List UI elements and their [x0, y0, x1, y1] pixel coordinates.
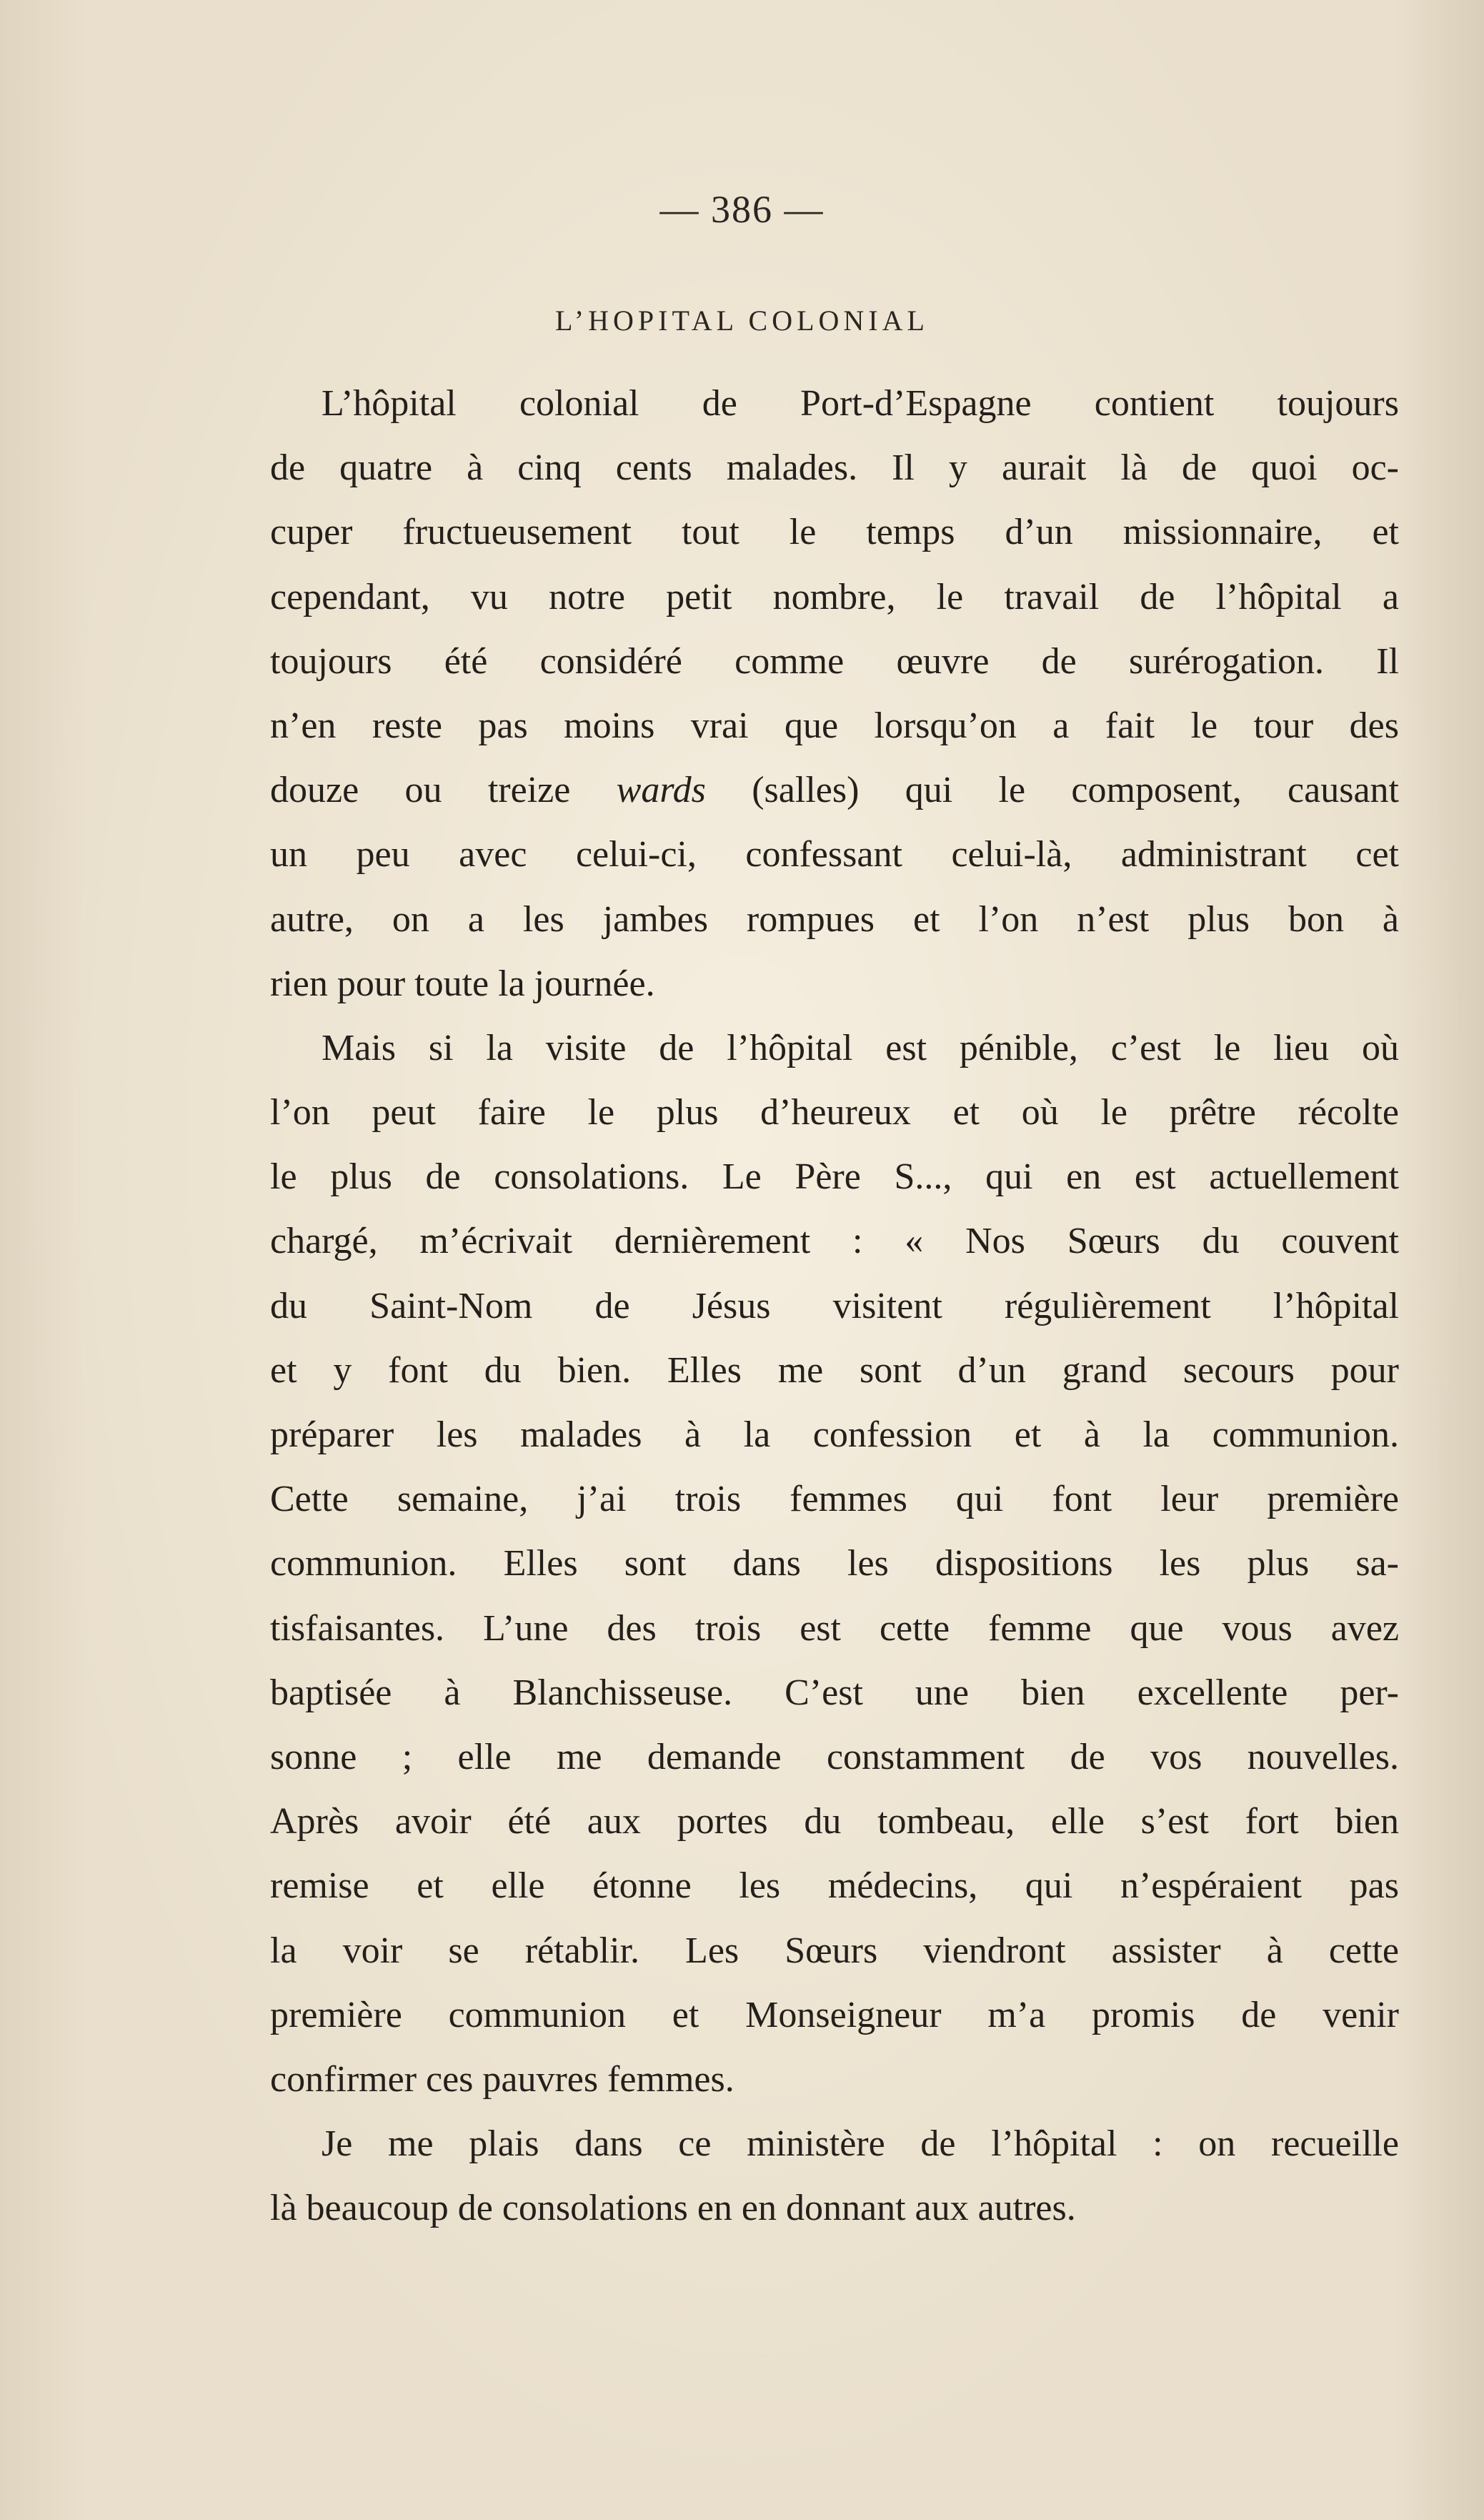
text-line: confirmer ces pauvres femmes.: [270, 2058, 734, 2100]
body-text: [270, 372, 1399, 2241]
text-line: cependant, vu notre petit nombre, le travail de l’hôpital a: [270, 576, 1399, 617]
text-line: chargé, m’écrivait dernièrement : « Nos Sœurs du couvent: [270, 1221, 1399, 1262]
text-segment: (salles) qui le composent, causant: [705, 770, 1399, 811]
text-line: préparer les malades à la confession et à la communion.: [270, 1414, 1399, 1455]
text-segment: douze ou treize: [270, 770, 617, 811]
text-line: première communion et Monseigneur m’a promis de venir: [270, 1994, 1399, 2035]
text-line: un peu avec celui-ci, confessant celui-là, administrant cet: [270, 834, 1399, 875]
text-line: communion. Elles sont dans les dispositions les plus sa-: [270, 1543, 1399, 1584]
text-line: du Saint-Nom de Jésus visitent régulièrement l’hôpital: [270, 1285, 1399, 1326]
section-title: L’HOPITAL COLONIAL: [555, 304, 929, 337]
text-line: [270, 758, 1399, 823]
text-line: là beaucoup de consolations en en donnant aux autres.: [270, 2188, 1076, 2229]
text-line: de quatre à cinq cents malades. Il y aurait là de quoi oc-: [270, 447, 1399, 489]
text-line: remise et elle étonne les médecins, qui n’espéraient pas: [270, 1865, 1399, 1907]
text-line: Cette semaine, j’ai trois femmes qui font leur première: [270, 1479, 1399, 1520]
text-line: L’hôpital colonial de Port-d’Espagne contient toujours: [322, 383, 1399, 424]
text-line: rien pour toute la journée.: [270, 963, 655, 1004]
text-line: cuper fructueusement tout le temps d’un missionnaire, et: [270, 512, 1399, 553]
text-line: la voir se rétablir. Les Sœurs viendront assister à cette: [270, 1930, 1399, 1971]
text-line: Mais si la visite de l’hôpital est pénible, c’est le lieu où: [322, 1027, 1399, 1068]
text-line: n’en reste pas moins vrai que lorsqu’on a fait le tour des: [270, 705, 1399, 746]
page-number: — 386 —: [659, 188, 825, 231]
text-line: Je me plais dans ce ministère de l’hôpital : on recueille: [322, 2123, 1399, 2165]
text-line: baptisée à Blanchisseuse. C’est une bien excellente per-: [270, 1672, 1399, 1713]
text-line: sonne ; elle me demande constamment de vos nouvelles.: [270, 1736, 1399, 1777]
text-line: Après avoir été aux portes du tombeau, elle s’est fort bien: [270, 1801, 1399, 1842]
text-line: autre, on a les jambes rompues et l’on n’est plus bon à: [270, 898, 1399, 940]
text-line: le plus de consolations. Le Père S..., qui en est actuellement: [270, 1156, 1399, 1198]
text-line: et y font du bien. Elles me sont d’un grand secours pour: [270, 1349, 1399, 1391]
text-line: l’on peut faire le plus d’heureux et où le prêtre récolte: [270, 1092, 1399, 1133]
text-line: tisfaisantes. L’une des trois est cette femme que vous avez: [270, 1607, 1399, 1649]
italic-word: wards: [616, 770, 706, 811]
text-line: toujours été considéré comme œuvre de surérogation. Il: [270, 640, 1399, 682]
